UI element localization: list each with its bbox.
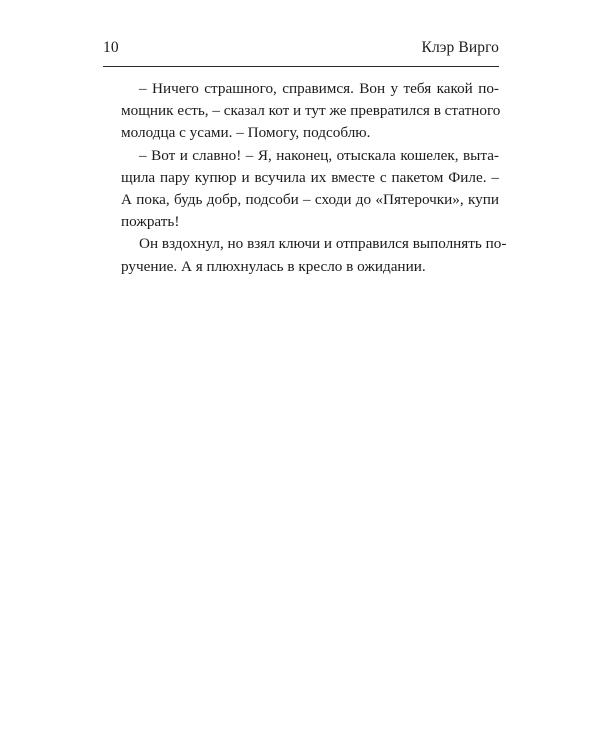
- running-header: [103, 39, 499, 65]
- text-line: А пока, будь добр, подсоби – сходи до «Пятерочки», купи: [121, 191, 499, 209]
- paragraph-3: [103, 233, 507, 277]
- page-number: 10: [103, 39, 119, 56]
- body-text: [103, 78, 507, 278]
- author-name: Клэр Вирго: [421, 39, 499, 56]
- header-rule: [103, 66, 499, 67]
- text-line: щила пару купюр и всучила их вместе с пакетом Филе. –: [121, 168, 499, 186]
- text-line: – Ничего страшного, справимся. Вон у тебя какой по-: [139, 80, 499, 97]
- text-line: пожрать!: [121, 213, 180, 231]
- text-line: ручение. А я плюхнулась в кресло в ожидании.: [121, 257, 426, 275]
- text-line: молодца с усами. – Помогу, подсоблю.: [121, 124, 371, 142]
- text-line: мощник есть, – сказал кот и тут же превратился в статного: [121, 102, 501, 120]
- text-line: Он вздохнул, но взял ключи и отправился выполнять по-: [139, 235, 507, 253]
- text-line: – Вот и славно! – Я, наконец, отыскала кошелек, выта-: [139, 146, 499, 164]
- paragraph-1: [103, 78, 499, 145]
- paragraph-2: [103, 145, 499, 234]
